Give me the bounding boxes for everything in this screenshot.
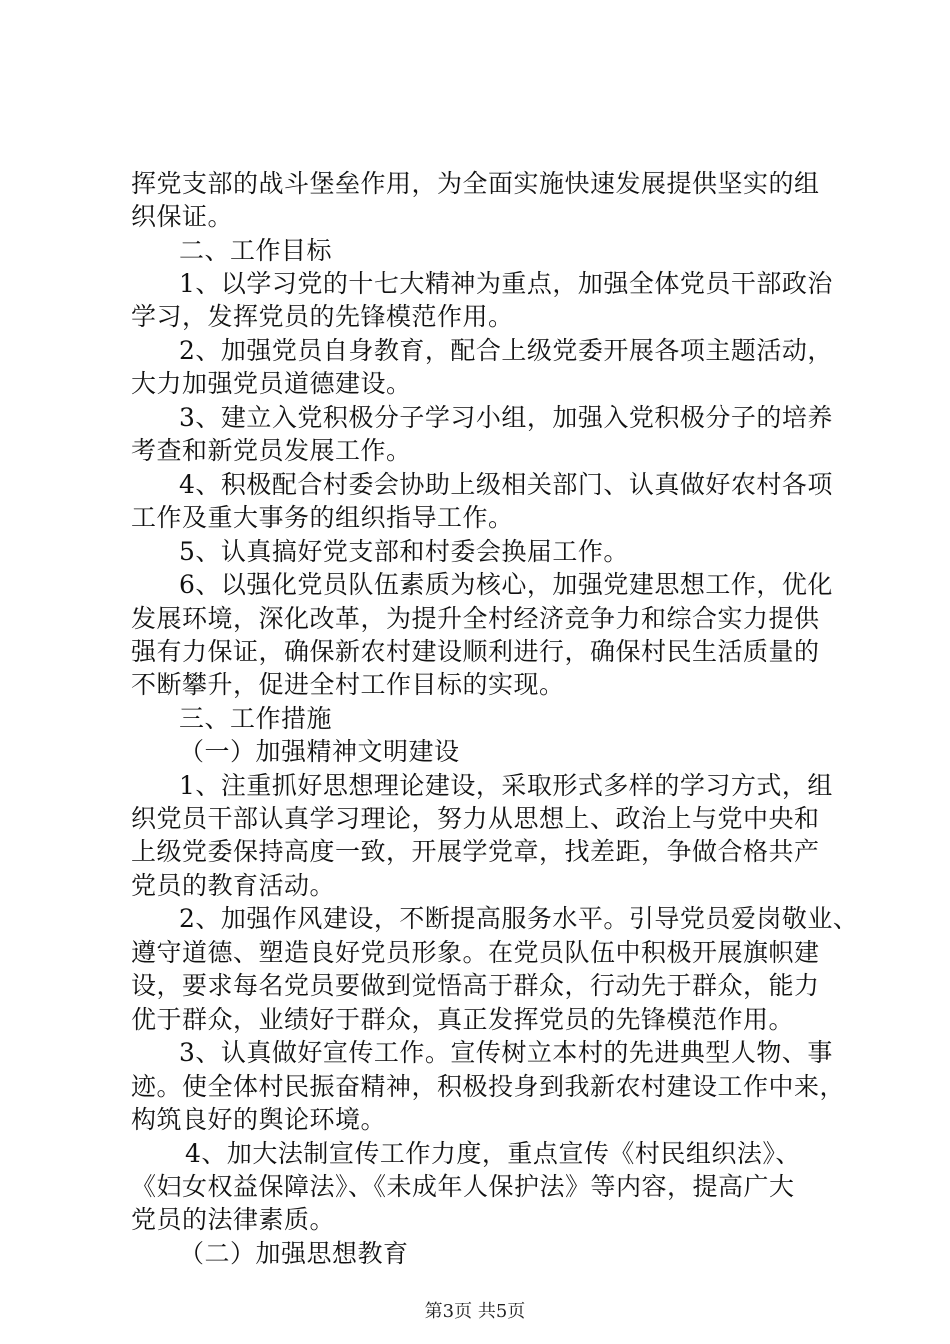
text-line: 党员的教育活动。: [131, 871, 336, 900]
text-line: 发展环境，深化改革，为提升全村经济竞争力和综合实力提供: [131, 604, 820, 633]
text-line: 遵守道德、塑造良好党员形象。在党员队伍中积极开展旗帜建: [131, 938, 820, 967]
text-line: 大力加强党员道德建设。: [131, 369, 412, 398]
text-line: 党员的法律素质。: [131, 1205, 336, 1234]
subsection-heading: （一）加强精神文明建设: [179, 737, 460, 766]
text-line: 3、认真做好宣传工作。宣传树立本村的先进典型人物、事: [179, 1038, 833, 1067]
section-heading: 三、工作措施: [179, 704, 333, 733]
text-line: 织保证。: [131, 202, 234, 231]
text-line: 2、加强作风建设，不断提高服务水平。引导党员爱岗敬业、: [179, 904, 859, 933]
text-line: 3、建立入党积极分子学习小组，加强入党积极分子的培养: [179, 403, 833, 432]
text-line: 不断攀升，促进全村工作目标的实现。: [131, 670, 565, 699]
text-line: 4、加大法制宣传工作力度，重点宣传《村民组织法》、: [185, 1139, 801, 1168]
text-line: 工作及重大事务的组织指导工作。: [131, 503, 514, 532]
text-line: 强有力保证，确保新农村建设顺利进行，确保村民生活质量的: [131, 637, 820, 666]
text-line: 考查和新党员发展工作。: [131, 436, 412, 465]
text-line: 挥党支部的战斗堡垒作用，为全面实施快速发展提供坚实的组: [131, 169, 820, 198]
section-heading: 二、工作目标: [179, 236, 333, 265]
text-line: 迹。使全体村民振奋精神，积极投身到我新农村建设工作中来，: [131, 1072, 846, 1101]
text-line: 学习，发挥党员的先锋模范作用。: [131, 302, 514, 331]
text-line: 设，要求每名党员要做到觉悟高于群众，行动先于群众，能力: [131, 971, 820, 1000]
text-line: 织党员干部认真学习理论，努力从思想上、政治上与党中央和: [131, 804, 820, 833]
text-line: 优于群众，业绩好于群众，真正发挥党员的先锋模范作用。: [131, 1005, 795, 1034]
text-line: 1、注重抓好思想理论建设，采取形式多样的学习方式，组: [179, 771, 833, 800]
text-line: 1、以学习党的十七大精神为重点，加强全体党员干部政治: [179, 269, 833, 298]
page-number-footer: 第3页 共5页: [424, 1301, 526, 1322]
text-line: 《妇女权益保障法》、《未成年人保护法》等内容，提高广大: [131, 1172, 795, 1201]
text-line: 6、以强化党员队伍素质为核心，加强党建思想工作，优化: [179, 570, 833, 599]
text-line: 4、积极配合村委会协助上级相关部门、认真做好农村各项: [179, 470, 833, 499]
text-line: 上级党委保持高度一致，开展学党章，找差距，争做合格共产: [131, 837, 820, 866]
text-line: 5、认真搞好党支部和村委会换届工作。: [179, 537, 629, 566]
subsection-heading: （二）加强思想教育: [179, 1239, 409, 1268]
text-line: 2、加强党员自身教育，配合上级党委开展各项主题活动，: [179, 336, 833, 365]
text-line: 构筑良好的舆论环境。: [131, 1105, 387, 1134]
